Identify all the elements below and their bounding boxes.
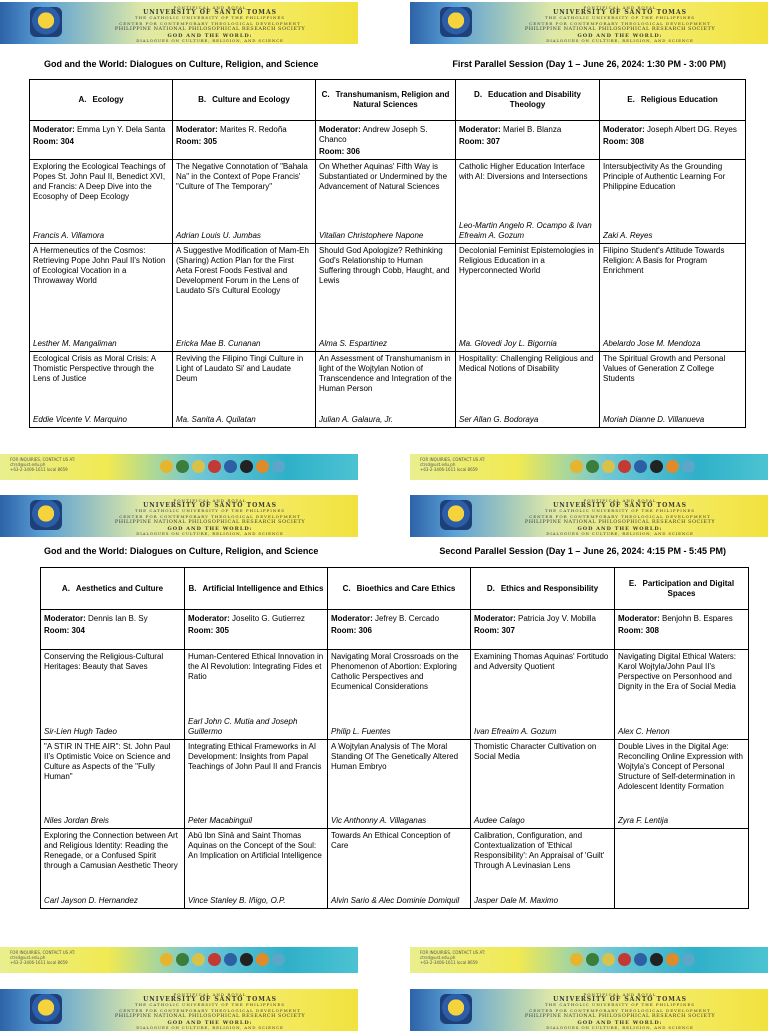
- mid-banner-row: [0, 495, 768, 537]
- banner-text: THE CATHOLIC UNIVERSITY OF THE PHILIPPINES: [544, 508, 696, 513]
- contact-banner-right: [410, 947, 768, 973]
- paper-title: A Hermeneutics of the Cosmos: Retrieving Pope John Paul II's Notion of Ecological Vocation in a Throwaway World: [33, 246, 166, 285]
- banner-text: DIALOGUES ON CULTURE, RELIGION, AND SCIENCE: [136, 531, 284, 536]
- moderator-cell: Moderator: Jefrey B. Cercado Room: 306: [328, 610, 471, 650]
- partner-logo-icon: [224, 460, 237, 473]
- paper-cell: [185, 829, 328, 909]
- paper-author: Niles Jordan Breis: [44, 816, 109, 825]
- paper-author: Zyra F. Lentija: [618, 816, 669, 825]
- footer-banner-row: [0, 454, 768, 480]
- paper-cell: [185, 650, 328, 740]
- moderator-cell: Moderator: Marites R. Redoña Room: 305: [173, 121, 316, 160]
- ust-seal-icon: [440, 994, 472, 1024]
- paper-title: Ecological Crisis as Moral Crisis: A Thomistic Perspective through the Lens of Justice: [33, 354, 156, 383]
- track-header: B. Culture and Ecology: [173, 80, 316, 121]
- partner-logo-icon: [192, 953, 205, 966]
- paper-author: Alma S. Espartinez: [319, 339, 388, 348]
- paper-cell: [600, 244, 746, 352]
- paper-author: Eddie Vicente V. Marquino: [33, 415, 127, 424]
- paper-title: The Negative Connotation of "Bahala Na" in the Context of Pope Francis' "Culture of The Temporary": [176, 162, 308, 191]
- banner-text: UNIVERSITY OF SANTO TOMAS: [143, 9, 277, 16]
- paper-cell: [173, 160, 316, 244]
- partner-logo-icon: [208, 460, 221, 473]
- banner-text: PHILIPPINE NATIONAL PHILOSOPHICAL RESEARCH SOCIETY: [524, 26, 716, 32]
- banner-text: THE CATHOLIC UNIVERSITY OF THE PHILIPPINES: [134, 1002, 286, 1007]
- paper-cell: [30, 160, 173, 244]
- paper-cell: [41, 740, 185, 829]
- ust-seal-icon: [440, 7, 472, 37]
- paper-title: Should God Apologize? Rethinking God's Relationship to Human Suffering through Cobb, Haught, and Lewis: [319, 246, 450, 285]
- partner-logo-icon: [634, 953, 647, 966]
- paper-author: Moriah Dianne D. Villanueva: [603, 415, 705, 424]
- paper-cell: [41, 829, 185, 909]
- paper-title: Calibration, Configuration, and Contextualization of 'Ethical Responsibility': An Appraisal of 'Guilt' Through A Levinasian Lens: [474, 831, 605, 870]
- partner-logos: [570, 460, 695, 473]
- banner-text: THE CATHOLIC UNIVERSITY OF THE PHILIPPINES: [544, 15, 696, 20]
- conference-title: God and the World: Dialogues on Culture, Religion, and Science: [44, 546, 319, 556]
- track-header: A. Ecology: [30, 80, 173, 121]
- event-banner-right: [410, 989, 768, 1031]
- paper-title: Integrating Ethical Frameworks in AI Development: Insights from Papal Teachings of John Paul II and Francis: [188, 742, 322, 771]
- banner-text: PHILIPPINE NATIONAL PHILOSOPHICAL RESEARCH SOCIETY: [114, 519, 306, 525]
- banner-text: UNIVERSITY OF SANTO TOMAS: [553, 9, 687, 16]
- banner-text: THE CATHOLIC UNIVERSITY OF THE PHILIPPINES: [544, 1002, 696, 1007]
- partner-logo-icon: [570, 953, 583, 966]
- session2-table: [40, 567, 749, 909]
- partner-logo-icon: [160, 460, 173, 473]
- session-title: First Parallel Session (Day 1 – June 26, 2024: 1:30 PM - 3:00 PM): [452, 59, 726, 69]
- banner-text: DIALOGUES ON CULTURE, RELIGION, AND SCIENCE: [136, 38, 284, 43]
- ust-seal-icon: [440, 500, 472, 530]
- partner-logo-icon: [650, 953, 663, 966]
- partner-logo-icon: [682, 953, 695, 966]
- paper-row: [41, 650, 749, 740]
- track-header: C. Transhumanism, Religion and Natural Sciences: [316, 80, 456, 121]
- paper-author: Earl John C. Mutia and Joseph Guillermo: [188, 717, 298, 736]
- contact-info: FOR INQUIRIES, CONTACT US AT: ctrsd@ust.edu.ph +63-2-3406-1611 local 8659: [420, 950, 486, 965]
- paper-title: Conserving the Religious-Cultural Heritages: Beauty that Saves: [44, 652, 164, 671]
- paper-cell: [328, 650, 471, 740]
- paper-title: A Suggestive Modification of Mam-Eh (Sharing) Action Plan for the First Aeta Forest Foods Festival and Development Forum in the Lens of Laudato Si's Cultural Ecology: [176, 246, 309, 295]
- banner-text: UNIVERSITY OF SANTO TOMAS: [553, 502, 687, 509]
- banner-text: CENTER FOR CONTEMPORARY THEOLOGICAL DEVELOPMENT: [529, 21, 711, 26]
- paper-title: Towards An Ethical Conception of Care: [331, 831, 451, 850]
- paper-author: Alvin Sario & Alec Dominie Domiquil: [331, 896, 460, 905]
- paper-author: Lesther M. Mangaliman: [33, 339, 117, 348]
- paper-author: Peter Macabinguil: [188, 816, 253, 825]
- paper-title: A Wojtylan Analysis of The Moral Standing Of The Genetically Altered Human Embryo: [331, 742, 459, 771]
- table-header-row: [30, 80, 746, 121]
- partner-logo-icon: [682, 460, 695, 473]
- partner-logo-icon: [256, 953, 269, 966]
- partner-logo-icon: [240, 460, 253, 473]
- banner-text: GOD AND THE WORLD:: [577, 33, 663, 39]
- moderator-cell: Moderator: Joseph Albert DG. Reyes Room: 308: [600, 121, 746, 160]
- paper-author: Vince Stanley B. Iñigo, O.P.: [188, 896, 286, 905]
- banner-text: THE CATHOLIC UNIVERSITY OF THE PHILIPPINES: [134, 508, 286, 513]
- partner-logo-icon: [224, 953, 237, 966]
- paper-cell: [456, 352, 600, 428]
- banner-text: UNIVERSITY OF SANTO TOMAS: [553, 996, 687, 1003]
- contact-banner-left: [0, 454, 358, 480]
- paper-author: Julian A. Galaura, Jr.: [319, 415, 394, 424]
- paper-cell: [600, 160, 746, 244]
- paper-author: Carl Jayson D. Hernandez: [44, 896, 138, 905]
- banner-text: CENTER FOR CONTEMPORARY THEOLOGICAL DEVELOPMENT: [529, 514, 711, 519]
- banner-text: PONTIFICAL AND ROYAL: [583, 498, 657, 503]
- paper-cell: [316, 244, 456, 352]
- paper-row: [41, 740, 749, 829]
- paper-author: Alex C. Henon: [618, 727, 670, 736]
- session1-table: [29, 79, 746, 428]
- moderator-cell: Moderator: Joselito G. Gutierrez Room: 305: [185, 610, 328, 650]
- partner-logo-icon: [602, 460, 615, 473]
- paper-cell: [615, 740, 749, 829]
- paper-cell: [328, 740, 471, 829]
- partner-logo-icon: [666, 460, 679, 473]
- banner-text: DIALOGUES ON CULTURE, RELIGION, AND SCIENCE: [546, 38, 694, 43]
- event-banner-left: [0, 495, 358, 537]
- banner-text: DIALOGUES ON CULTURE, RELIGION, AND SCIENCE: [546, 531, 694, 536]
- partner-logos: [570, 953, 695, 966]
- paper-title: Reviving the Filipino Tingi Culture in Light of Laudato Si' and Laudate Deum: [176, 354, 304, 383]
- paper-title: Double Lives in the Digital Age: Reconciling Online Expression with Wojtyla's Concept of Personal Structure of Self-determination in Adolescent Identity Formation: [618, 742, 743, 791]
- paper-title: Navigating Moral Crossroads on the Phenomenon of Abortion: Exploring Catholic Perspectives and Ecumenical Considerations: [331, 652, 459, 691]
- paper-author: Sir-Lien Hugh Tadeo: [44, 727, 117, 736]
- banner-text: PONTIFICAL AND ROYAL: [173, 992, 247, 997]
- paper-cell: [456, 160, 600, 244]
- event-banner-left: [0, 2, 358, 44]
- paper-cell: [30, 352, 173, 428]
- paper-title: Catholic Higher Education Interface with AI: Diversions and Intersections: [459, 162, 588, 181]
- bottom-banner-row: [0, 989, 768, 1031]
- session-title: Second Parallel Session (Day 1 – June 26, 2024: 4:15 PM - 5:45 PM): [439, 546, 726, 556]
- partner-logo-icon: [618, 460, 631, 473]
- partner-logo-icon: [240, 953, 253, 966]
- partner-logo-icon: [256, 460, 269, 473]
- partner-logo-icon: [208, 953, 221, 966]
- banner-text: GOD AND THE WORLD:: [577, 1020, 663, 1026]
- paper-title: Decolonial Feminist Epistemologies in Religious Education in a Hyperconnected World: [459, 246, 594, 275]
- paper-cell: [615, 829, 749, 909]
- banner-text: PHILIPPINE NATIONAL PHILOSOPHICAL RESEARCH SOCIETY: [114, 26, 306, 32]
- paper-title: An Assessment of Transhumanism in light of the Wojtylan Notion of Transcendence and Integration of the Human Person: [319, 354, 452, 393]
- moderator-cell: Moderator: Patricia Joy V. Mobilla Room: 307: [471, 610, 615, 650]
- event-banner-right: [410, 495, 768, 537]
- banner-text: PHILIPPINE NATIONAL PHILOSOPHICAL RESEARCH SOCIETY: [524, 519, 716, 525]
- paper-row: [30, 160, 746, 244]
- paper-title: Hospitality: Challenging Religious and Medical Notions of Disability: [459, 354, 594, 373]
- moderator-cell: Moderator: Mariel B. Blanza Room: 307: [456, 121, 600, 160]
- paper-author: Vic Anthonny A. Villaganas: [331, 816, 427, 825]
- banner-text: PONTIFICAL AND ROYAL: [583, 5, 657, 10]
- track-header: E. Religious Education: [600, 80, 746, 121]
- partner-logos: [160, 460, 285, 473]
- banner-text: UNIVERSITY OF SANTO TOMAS: [143, 996, 277, 1003]
- contact-info: FOR INQUIRIES, CONTACT US AT: ctrsd@ust.edu.ph +63-2-3406-1611 local 8659: [10, 950, 76, 965]
- paper-title: Exploring the Ecological Teachings of Popes St. John Paul II, Benedict XVI, and Francis: A Deep Dive into the Ecosophy of Deep Ecology: [33, 162, 166, 201]
- paper-author: Ma. Sanita A. Quilatan: [176, 415, 256, 424]
- paper-author: Ivan Efreaim A. Gozum: [474, 727, 557, 736]
- banner-text: CENTER FOR CONTEMPORARY THEOLOGICAL DEVELOPMENT: [119, 1008, 301, 1013]
- ust-seal-icon: [30, 994, 62, 1024]
- ust-seal-icon: [30, 500, 62, 530]
- paper-title: The Spiritual Growth and Personal Values of Generation Z College Students: [603, 354, 726, 383]
- partner-logo-icon: [650, 460, 663, 473]
- banner-text: UNIVERSITY OF SANTO TOMAS: [143, 502, 277, 509]
- partner-logo-icon: [176, 460, 189, 473]
- paper-author: Abelardo Jose M. Mendoza: [603, 339, 701, 348]
- paper-cell: [471, 740, 615, 829]
- partner-logo-icon: [192, 460, 205, 473]
- moderator-cell: Moderator: Dennis Ian B. Sy Room: 304: [41, 610, 185, 650]
- track-header: D. Ethics and Responsibility: [471, 568, 615, 610]
- paper-title: Exploring the Connection between Art and Religious Identity: Reading the Renegade, or a Confused Spirit through a Camusian Aesthetic Theory: [44, 831, 178, 870]
- track-header: C. Bioethics and Care Ethics: [328, 568, 471, 610]
- partner-logo-icon: [176, 953, 189, 966]
- partner-logo-icon: [160, 953, 173, 966]
- footer-banner-row: [0, 947, 768, 973]
- paper-row: [30, 244, 746, 352]
- paper-cell: [30, 244, 173, 352]
- banner-text: CENTER FOR CONTEMPORARY THEOLOGICAL DEVELOPMENT: [529, 1008, 711, 1013]
- paper-author: Ericka Mae B. Cunanan: [176, 339, 261, 348]
- paper-title: Thomistic Character Cultivation on Social Media: [474, 742, 597, 761]
- banner-text: PHILIPPINE NATIONAL PHILOSOPHICAL RESEARCH SOCIETY: [114, 1013, 306, 1019]
- moderator-row: [41, 610, 749, 650]
- banner-text: GOD AND THE WORLD:: [577, 526, 663, 532]
- moderator-cell: Moderator: Andrew Joseph S. Chanco Room: 306: [316, 121, 456, 160]
- partner-logo-icon: [602, 953, 615, 966]
- paper-title: Intersubjectivity As the Grounding Principle of Authentic Learning For Philippine Education: [603, 162, 726, 191]
- paper-cell: [600, 352, 746, 428]
- partner-logo-icon: [666, 953, 679, 966]
- paper-cell: [316, 160, 456, 244]
- banner-text: CENTER FOR CONTEMPORARY THEOLOGICAL DEVELOPMENT: [119, 21, 301, 26]
- banner-text: PHILIPPINE NATIONAL PHILOSOPHICAL RESEARCH SOCIETY: [524, 1013, 716, 1019]
- track-header: B. Artificial Intelligence and Ethics: [185, 568, 328, 610]
- paper-cell: [471, 829, 615, 909]
- paper-title: Human-Centered Ethical Innovation in the AI Revolution: Integrating Fides et Ratio: [188, 652, 324, 681]
- paper-author: Audee Calago: [474, 816, 525, 825]
- partner-logo-icon: [634, 460, 647, 473]
- track-header: A. Aesthetics and Culture: [41, 568, 185, 610]
- moderator-cell: Moderator: Benjohn B. Espares Room: 308: [615, 610, 749, 650]
- contact-banner-left: [0, 947, 358, 973]
- partner-logos: [160, 953, 285, 966]
- banner-text: GOD AND THE WORLD:: [167, 1020, 253, 1026]
- paper-cell: [316, 352, 456, 428]
- ust-seal-icon: [30, 7, 62, 37]
- paper-title: "A STIR IN THE AIR": St. John Paul II's Optimistic Voice on Science and Culture as Aspects of the "Fully Human": [44, 742, 171, 781]
- paper-author: Ma. Glovedi Joy L. Bigornia: [459, 339, 557, 348]
- conference-title: God and the World: Dialogues on Culture, Religion, and Science: [44, 59, 319, 69]
- paper-cell: [173, 352, 316, 428]
- banner-text: GOD AND THE WORLD:: [167, 526, 253, 532]
- moderator-row: [30, 121, 746, 160]
- paper-cell: [471, 650, 615, 740]
- paper-author: Philip L. Fuentes: [331, 727, 391, 736]
- paper-cell: [456, 244, 600, 352]
- paper-title: Navigating Digital Ethical Waters: Karol Wojtyla/John Paul II's Perspective on Personhood and Dignity in the Era of Social Media: [618, 652, 736, 691]
- paper-row: [41, 829, 749, 909]
- paper-title: On Whether Aquinas' Fifth Way is Substantiated or Undermined by the Advancement of Natural Sciences: [319, 162, 448, 191]
- paper-author: Zaki A. Reyes: [603, 231, 653, 240]
- paper-title: Examining Thomas Aquinas' Fortitudo and Adversity Quotient: [474, 652, 609, 671]
- partner-logo-icon: [570, 460, 583, 473]
- paper-cell: [615, 650, 749, 740]
- paper-cell: [41, 650, 185, 740]
- contact-info: FOR INQUIRIES, CONTACT US AT: ctrsd@ust.edu.ph +63-2-3406-1611 local 8659: [10, 457, 76, 472]
- paper-cell: [185, 740, 328, 829]
- track-header: E. Participation and Digital Spaces: [615, 568, 749, 610]
- paper-author: Jasper Dale M. Maximo: [474, 896, 559, 905]
- moderator-cell: Moderator: Emma Lyn Y. Dela Santa Room: 304: [30, 121, 173, 160]
- banner-text: CENTER FOR CONTEMPORARY THEOLOGICAL DEVELOPMENT: [119, 514, 301, 519]
- banner-text: PONTIFICAL AND ROYAL: [173, 5, 247, 10]
- banner-text: THE CATHOLIC UNIVERSITY OF THE PHILIPPINES: [134, 15, 286, 20]
- partner-logo-icon: [272, 953, 285, 966]
- paper-cell: [173, 244, 316, 352]
- partner-logo-icon: [586, 460, 599, 473]
- top-banner-row: [0, 2, 768, 44]
- partner-logo-icon: [618, 953, 631, 966]
- paper-title: Filipino Student's Attitude Towards Religion: A Basis for Program Enrichment: [603, 246, 725, 275]
- partner-logo-icon: [272, 460, 285, 473]
- paper-cell: [328, 829, 471, 909]
- contact-banner-right: [410, 454, 768, 480]
- paper-row: [30, 352, 746, 428]
- banner-text: PONTIFICAL AND ROYAL: [583, 992, 657, 997]
- paper-author: Leo-Martin Angelo R. Ocampo & Ivan Efreaim A. Gozum: [459, 221, 592, 240]
- banner-text: GOD AND THE WORLD:: [167, 33, 253, 39]
- event-banner-right: [410, 2, 768, 44]
- banner-text: DIALOGUES ON CULTURE, RELIGION, AND SCIENCE: [136, 1025, 284, 1030]
- partner-logo-icon: [586, 953, 599, 966]
- banner-text: DIALOGUES ON CULTURE, RELIGION, AND SCIENCE: [546, 1025, 694, 1030]
- paper-author: Adrian Louis U. Jumbas: [176, 231, 261, 240]
- track-header: D. Education and Disability Theology: [456, 80, 600, 121]
- contact-info: FOR INQUIRIES, CONTACT US AT: ctrsd@ust.edu.ph +63-2-3406-1611 local 8659: [420, 457, 486, 472]
- paper-author: Vitalian Christophere Napone: [319, 231, 424, 240]
- banner-text: PONTIFICAL AND ROYAL: [173, 498, 247, 503]
- table-header-row: [41, 568, 749, 610]
- paper-author: Ser Allan G. Bodoraya: [459, 415, 539, 424]
- event-banner-left: [0, 989, 358, 1031]
- paper-title: Abū Ibn Sīnā and Saint Thomas Aquinas on the Concept of the Soul: An Implication on Artificial Intelligence: [188, 831, 322, 860]
- paper-author: Francis A. Villamora: [33, 231, 105, 240]
